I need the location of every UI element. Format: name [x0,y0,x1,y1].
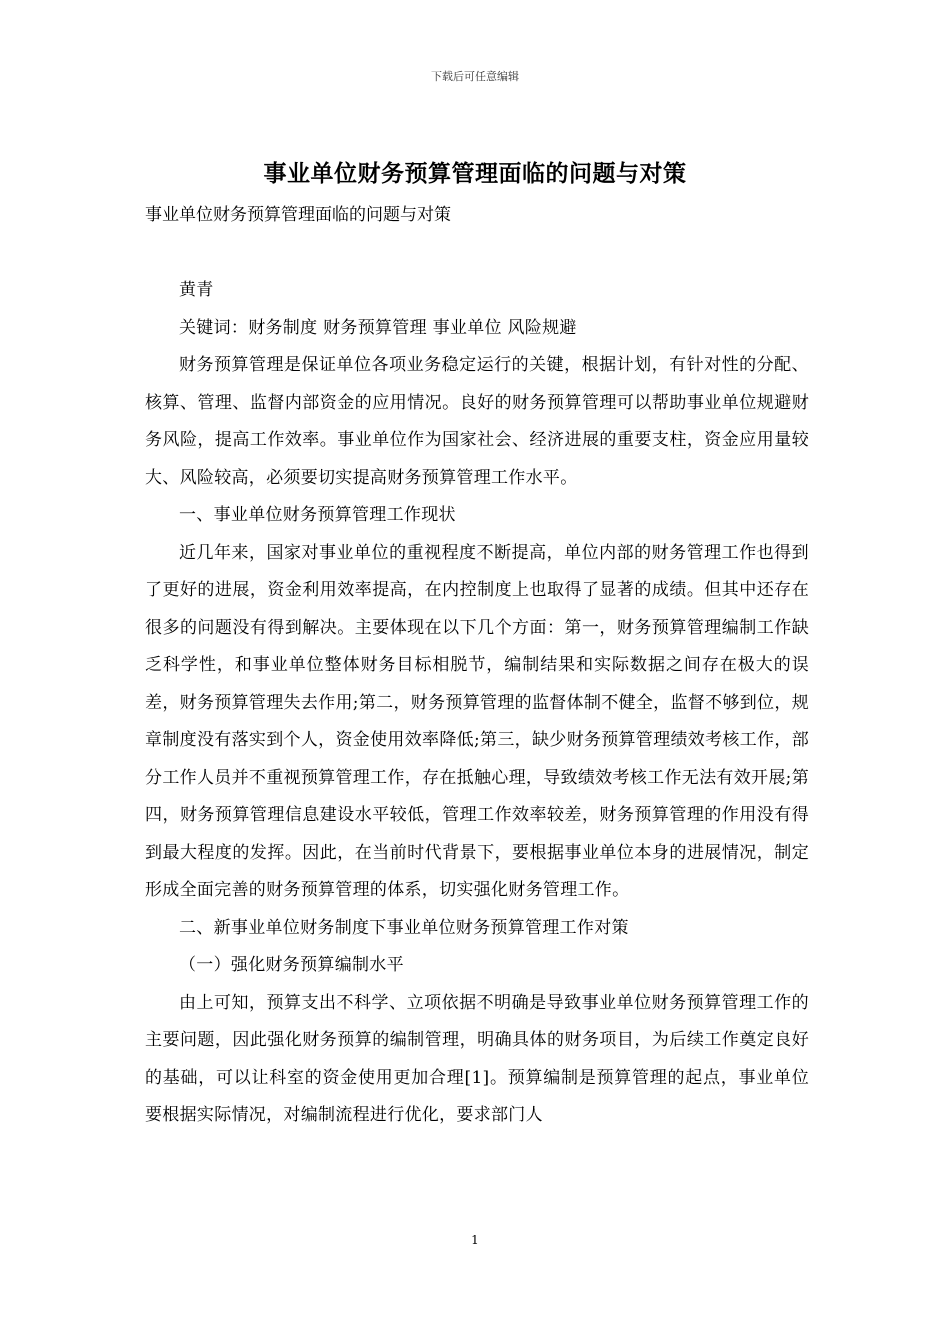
paragraph-intro: 财务预算管理是保证单位各项业务稳定运行的关键，根据计划，有针对性的分配、核算、管理、监督内部资金的应用情况。良好的财务预算管理可以帮助事业单位规避财务风险，提高工作效率。事业单位作为国家社会、经济进展的重要支柱，资金应用量较大、风险较高，必须要切实提高财务预算管理工作水平。 [145,355,809,488]
page-number: 1 [471,1233,479,1247]
keywords-line: 关键词：财务制度 财务预算管理 事业单位 风险规避 [179,317,577,338]
section-heading-2: 二、新事业单位财务制度下事业单位财务预算管理工作对策 [179,917,629,938]
author-line: 黄青 [179,280,214,300]
document-subtitle: 事业单位财务预算管理面临的问题与对策 [145,205,451,225]
paragraph-budget-compilation: 由上可知，预算支出不科学、立项依据不明确是导致事业单位财务预算管理工作的主要问题，因此强化财务预算的编制管理，明确具体的财务项目，为后续工作奠定良好的基础，可以让科室的资金使用更加合理[1]。预算编制是预算管理的起点，事业单位要根据实际情况，对编制流程进行优化，要求部门人 [145,992,809,1125]
subsection-heading-1: （一）强化财务预算编制水平 [179,955,404,975]
document-body [145,272,809,1135]
paragraph-status: 近几年来，国家对事业单位的重视程度不断提高，单位内部的财务管理工作也得到了更好的进展，资金利用效率提高，在内控制度上也取得了显著的成绩。但其中还存在很多的问题没有得到解决。主要体现在以下几个方面：第一，财务预算管理编制工作缺乏科学性，和事业单位整体财务目标相脱节，编制结果和实际数据之间存在极大的误差，财务预算管理失去作用;第二，财务预算管理的监督体制不健全，监督不够到位，规章制度没有落实到个人，资金使用效率降低;第三，缺少财务预算管理绩效考核工作，部分工作人员并不重视预算管理工作，存在抵触心理，导致绩效考核工作无法有效开展;第四，财务预算管理信息建设水平较低，管理工作效率较差，财务预算管理的作用没有得到最大程度的发挥。因此，在当前时代背景下，要根据事业单位本身的进展情况，制定形成全面完善的财务预算管理的体系，切实强化财务管理工作。 [145,542,809,900]
document-title: 事业单位财务预算管理面临的问题与对策 [263,160,687,187]
header-note: 下载后可任意编辑 [431,70,519,83]
section-heading-1: 一、事业单位财务预算管理工作现状 [179,505,456,525]
